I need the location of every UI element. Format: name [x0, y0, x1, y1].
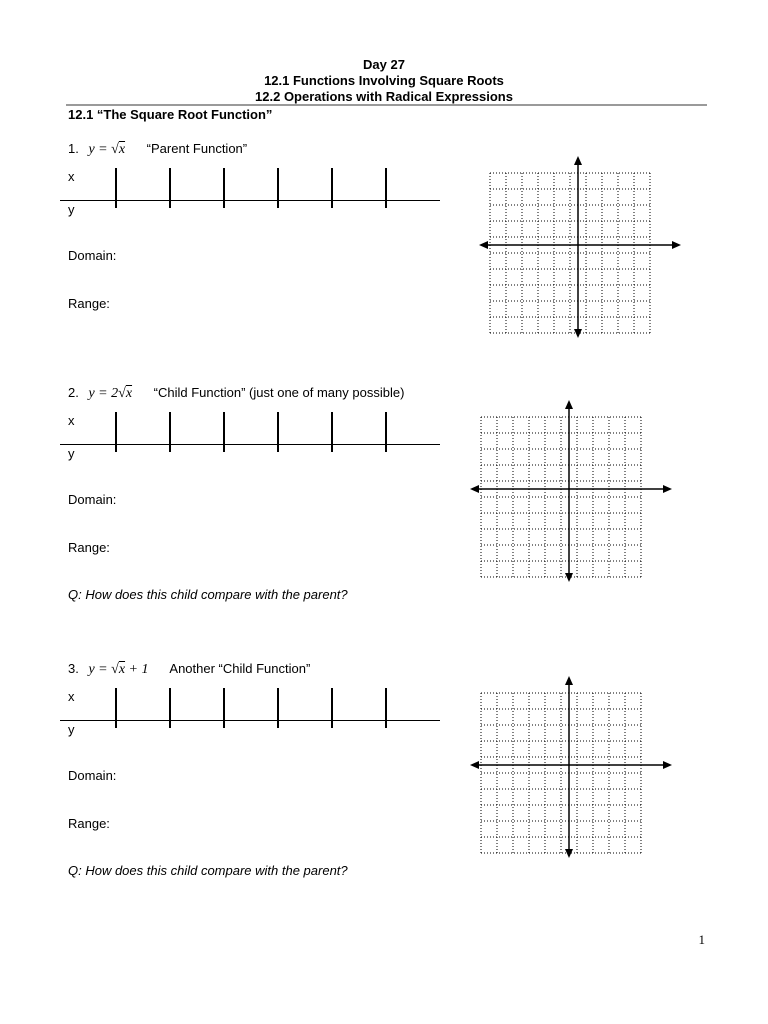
range-label: Range:	[68, 816, 110, 831]
table-of-values	[60, 444, 440, 445]
table-divider	[223, 168, 225, 208]
problem-statement	[68, 141, 247, 158]
problem-caption: “Parent Function”	[146, 141, 248, 156]
table-divider	[223, 412, 225, 452]
table-divider	[115, 688, 117, 728]
comparison-question: Q: How does this child compare with the parent?	[68, 587, 348, 602]
table-divider	[169, 688, 171, 728]
table-x-label: x	[68, 689, 75, 704]
page-title-topic-1: 12.1 Functions Involving Square Roots	[264, 73, 504, 88]
table-divider	[277, 412, 279, 452]
table-y-label: y	[68, 202, 75, 217]
equation: y = 2√x	[88, 386, 133, 401]
table-divider	[277, 168, 279, 208]
problem-number: 1.	[68, 141, 79, 156]
table-divider	[385, 688, 387, 728]
table-divider	[115, 168, 117, 208]
problem-statement	[68, 661, 310, 678]
problem-caption: “Child Function” (just one of many possible)	[153, 385, 405, 400]
arrow-up-icon	[565, 400, 573, 409]
arrow-up-icon	[565, 676, 573, 685]
domain-label: Domain:	[68, 492, 117, 507]
table-divider	[169, 168, 171, 208]
header-divider	[66, 104, 707, 106]
equation: y = √x	[88, 142, 126, 157]
arrow-right-icon	[663, 761, 672, 769]
table-divider	[385, 412, 387, 452]
problem-caption: Another “Child Function”	[169, 661, 311, 676]
page-number: 1	[698, 932, 705, 947]
range-label: Range:	[68, 296, 110, 311]
table-y-label: y	[68, 722, 75, 737]
coordinate-grid	[469, 675, 673, 859]
page-title-topic-2: 12.2 Operations with Radical Expressions	[255, 89, 513, 104]
arrow-right-icon	[672, 241, 681, 249]
table-divider	[331, 412, 333, 452]
comparison-question: Q: How does this child compare with the parent?	[68, 863, 348, 878]
page-title-day: Day 27	[363, 57, 405, 72]
problem-statement	[68, 385, 404, 402]
arrow-left-icon	[479, 241, 488, 249]
range-label: Range:	[68, 540, 110, 555]
section-title: 12.1 “The Square Root Function”	[68, 107, 273, 122]
table-of-values	[60, 200, 440, 201]
domain-label: Domain:	[68, 248, 117, 263]
table-divider	[331, 168, 333, 208]
table-y-label: y	[68, 446, 75, 461]
arrow-up-icon	[574, 156, 582, 165]
problem-number: 3.	[68, 661, 79, 676]
table-x-label: x	[68, 169, 75, 184]
arrow-left-icon	[470, 761, 479, 769]
table-divider	[223, 688, 225, 728]
coordinate-grid	[478, 155, 682, 339]
table-divider	[115, 412, 117, 452]
table-divider	[277, 688, 279, 728]
table-of-values	[60, 720, 440, 721]
arrow-right-icon	[663, 485, 672, 493]
table-divider	[385, 168, 387, 208]
table-divider	[331, 688, 333, 728]
table-divider	[169, 412, 171, 452]
arrow-left-icon	[470, 485, 479, 493]
table-x-label: x	[68, 413, 75, 428]
domain-label: Domain:	[68, 768, 117, 783]
coordinate-grid	[469, 399, 673, 583]
problem-number: 2.	[68, 385, 79, 400]
equation: y = √x + 1	[88, 662, 149, 677]
